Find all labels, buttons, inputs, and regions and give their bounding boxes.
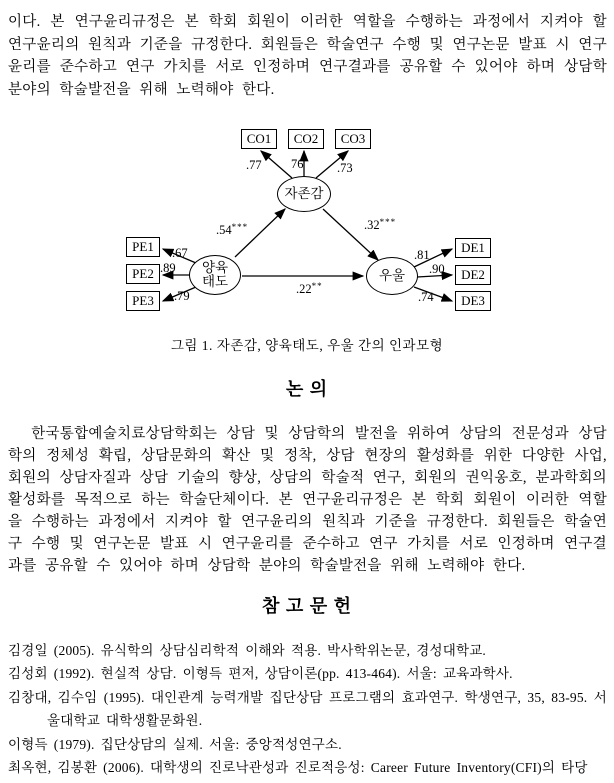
indicator-box-de1 <box>455 238 491 258</box>
latent-self-esteem <box>277 176 331 212</box>
path-label-parenting-selfesteem <box>216 222 248 238</box>
indicator-label-de3: DE3 <box>461 293 485 308</box>
indicator-box-de2 <box>455 265 491 285</box>
loading-label-de2: .90 <box>429 262 445 276</box>
indicator-box-co1 <box>241 129 277 149</box>
path-sig: ** <box>311 281 323 291</box>
latent-label-parenting-2: 태도 <box>201 274 229 289</box>
latent-label-depression: 우울 <box>378 267 406 283</box>
latent-depression <box>366 257 418 295</box>
loading-label-co3: .73 <box>337 161 353 175</box>
loading-label-pe2: .89 <box>160 261 176 275</box>
latent-label-self-esteem: 자존감 <box>284 185 324 201</box>
indicator-box-co3 <box>335 129 371 149</box>
latent-label-parenting-1: 양육 <box>201 259 229 275</box>
loading-label-de1: .81 <box>414 248 430 262</box>
indicator-label-de2: DE2 <box>461 267 485 282</box>
loading-label-co2: 76 <box>291 157 304 171</box>
references-heading: 참 고 문 헌 <box>261 596 353 616</box>
references-list <box>8 639 607 779</box>
indicator-box-co2 <box>288 129 324 149</box>
path-sig: *** <box>231 222 249 232</box>
indicator-box-pe2 <box>126 264 160 284</box>
reference-item: 최옥현, 김봉환 (2006). 대학생의 진로낙관성과 진로적응성: Career Future Inventory(CFI)의 타당 <box>8 760 588 776</box>
indicator-label-pe1: PE1 <box>132 239 154 254</box>
discussion-paragraph: 한국통합예술치료상담학회는 상담 및 상담학의 발전을 위하여 상담의 전문성과 상담학의 정체성 확립, 상담문화의 확산 및 정착, 상담 현장의 활성화를 위한 다양한 사업, 회원의 상담자질과 상담 기술의 향상, 상담의 학술적 연구, 회원의 권익옹호, 분과학회의 활성화를 목적으로 하는 학술단체이다. 본 연구윤리규정은 본 학회 회원이 이러한 역할을 수행하는 과정에서 지켜야 할 연구윤리의 원칙과 기준을 규정한다. 회원들은 학술연구 수행 및 연구논문 발표 시 연구윤리를 준수하고 연구 가치를 서로 인정하며 연구결과를 공유할 수 있어야 하며 상담학 분야의 학술발전을 위해 노력해야 한다. <box>8 426 607 574</box>
loading-label-pe3: .79 <box>174 289 190 303</box>
indicator-label-pe3: PE3 <box>132 293 154 308</box>
path-label-selfesteem-depression <box>364 217 396 233</box>
reference-item: 김성회 (1992). 현실적 상담. 이형득 편저, 상담이론(pp. 413-464). 서울: 교육과학사. <box>8 666 513 682</box>
loading-label-pe1: .67 <box>172 246 188 260</box>
path-coef: .22 <box>296 282 312 296</box>
indicator-box-de3 <box>455 291 491 311</box>
path-label-parenting-depression <box>296 281 323 297</box>
top-paragraph: 이다. 본 연구윤리규정은 본 학회 회원이 이러한 역할을 수행하는 과정에서 지켜야 할 연구윤리의 원칙과 기준을 규정한다. 회원들은 학술연구 수행 및 연구논문 발표 시 연구윤리를 준수하고 연구 가치를 서로 인정하며 연구결과를 공유할 수 있어야 하며 상담학 분야의 학술발전을 위해 노력해야 한다. <box>8 14 607 98</box>
path-coef: .54 <box>216 223 232 237</box>
indicator-box-pe1 <box>126 237 160 257</box>
reference-item: 김창대, 김수임 (1995). 대인관계 능력개발 집단상담 프로그램의 효과연구. 학생연구, 35, 83-95. 서울대학교 대학생활문화원. <box>8 689 607 729</box>
indicator-label-co2: CO2 <box>293 131 319 146</box>
figure-caption: 그림 1. 자존감, 양육태도, 우울 간의 인과모형 <box>170 338 444 353</box>
discussion-heading: 논 의 <box>285 379 329 399</box>
loading-label-co1: .77 <box>246 158 262 172</box>
path-sig: *** <box>379 217 397 227</box>
indicator-label-de1: DE1 <box>461 240 485 255</box>
loading-label-de3: .74 <box>418 290 434 304</box>
path-coef: .32 <box>364 218 380 232</box>
path-diagram-figure <box>0 125 614 325</box>
indicator-label-co3: CO3 <box>340 131 366 146</box>
reference-item: 이형득 (1979). 집단상담의 실제. 서울: 중앙적성연구소. <box>8 736 342 752</box>
latent-parenting-attitude <box>189 255 241 295</box>
indicator-label-co1: CO1 <box>246 131 272 146</box>
indicator-label-pe2: PE2 <box>132 266 154 281</box>
reference-item: 김경일 (2005). 유식학의 상담심리학적 이해와 적용. 박사학위논문, 경성대학교. <box>8 643 487 658</box>
indicator-box-pe3 <box>126 291 160 311</box>
